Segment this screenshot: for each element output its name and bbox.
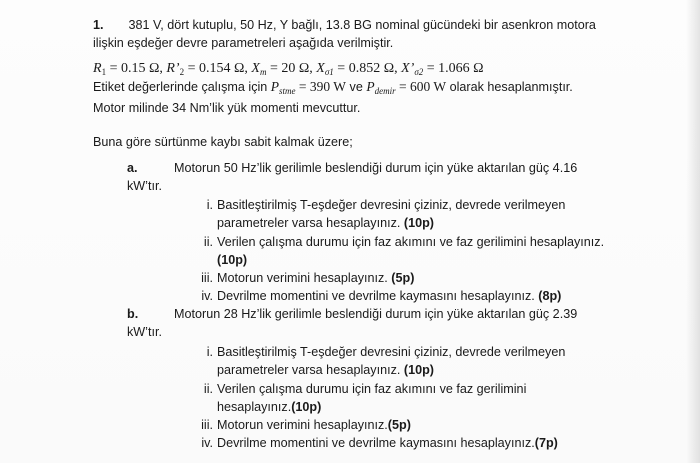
part-a-item-ii-numeral: ii. bbox=[203, 235, 213, 249]
part-a-line-1: Motorun 50 Hz’lik gerilimle beslendiği durum için yüke aktarılan güç 4.16 bbox=[174, 161, 578, 175]
part-b-item-i-line-2: parametreler varsa hesaplayınız. (10p) bbox=[217, 363, 434, 377]
part-b-line-2: kW’tır. bbox=[127, 325, 162, 339]
part-b-item-iii-line-1: Motorun verimini hesaplayınız.(5p) bbox=[217, 418, 411, 432]
points-badge: (10p) bbox=[403, 363, 434, 377]
part-b-item-ii-line-1: Verilen çalışma durumu için faz akımını ve faz gerilimini bbox=[217, 382, 527, 396]
part-a-item-iii-line-1: Motorun verimini hesaplayınız. (5p) bbox=[217, 271, 415, 285]
lead-in-line: Buna göre sürtünme kaybı sabit kalmak üzere; bbox=[93, 135, 353, 149]
part-a-item-i-numeral: i. bbox=[206, 198, 213, 212]
part-a-line-2: kW’tır. bbox=[127, 179, 162, 193]
part-a-label: a. bbox=[127, 161, 138, 175]
points-badge: (10p) bbox=[403, 216, 434, 230]
intro-line-2: ilişkin eşdeğer devre parametreleri aşağıda verilmiştir. bbox=[93, 36, 394, 50]
part-b-item-iv-numeral: iv. bbox=[201, 436, 213, 450]
part-b-item-ii-line-2: hesaplayınız.(10p) bbox=[217, 400, 322, 414]
part-b-item-iii-numeral: iii. bbox=[201, 418, 213, 432]
points-badge: (10p) bbox=[291, 400, 322, 414]
page-edge-shadow bbox=[686, 0, 700, 463]
question-header bbox=[93, 17, 596, 33]
load-torque-line: Motor milinde 34 Nm’lik yük momenti mevcuttur. bbox=[93, 101, 361, 115]
part-b-label: b. bbox=[127, 307, 139, 321]
part-a-item-i-line-2: parametreler varsa hesaplayınız. (10p) bbox=[217, 216, 434, 230]
equivalent-circuit-params: $R_1 = 0.15$ Ω, $R’_2 = 0.154$ Ω, $X_m = 20$ Ω, $X_{\sigma 1} = 0.852$ Ω, $X’_{\sigma 2} = 1.066$ Ω bbox=[93, 61, 484, 77]
points-badge: (10p) bbox=[217, 253, 248, 267]
part-a-item-iv-numeral: iv. bbox=[201, 289, 213, 303]
part-b-item-ii-numeral: ii. bbox=[203, 382, 213, 396]
part-a-item-iii-numeral: iii. bbox=[201, 271, 213, 285]
part-b-item-iv-line-1: Devrilme momentini ve devrilme kaymasını hesaplayınız.(7p) bbox=[217, 436, 558, 450]
points-badge: (5p) bbox=[391, 271, 415, 285]
part-b-line-1: Motorun 28 Hz’lik gerilimle beslendiği durum için yüke aktarılan güç 2.39 bbox=[174, 307, 578, 321]
points-badge: (5p) bbox=[387, 418, 411, 432]
part-b-item-i-line-1: Basitleştirilmiş T-eşdeğer devresini çiziniz, devrede verilmeyen bbox=[217, 345, 566, 359]
rating-line: Etiket değerlerinde çalışma için $P_{stme} = 390$ W ve $P_{demir} = 600$ W olarak hesaplanmıştır. bbox=[93, 79, 573, 96]
question-number: 1. bbox=[93, 18, 104, 32]
part-b-item-i-numeral: i. bbox=[206, 345, 213, 359]
part-a-item-i-line-1: Basitleştirilmiş T-eşdeğer devresini çiziniz, devrede verilmeyen bbox=[217, 198, 566, 212]
points-badge: (8p) bbox=[538, 289, 562, 303]
points-badge: (7p) bbox=[534, 436, 558, 450]
part-a-item-iv-line-1: Devrilme momentini ve devrilme kaymasını hesaplayınız. (8p) bbox=[217, 289, 562, 303]
part-a-item-ii-line-2 bbox=[217, 252, 247, 268]
part-a-item-ii-line-1: Verilen çalışma durumu için faz akımını ve faz gerilimini hesaplayınız. bbox=[217, 235, 605, 249]
intro-line-1: 381 V, dört kutuplu, 50 Hz, Y bağlı, 13.8 BG nominal gücündeki bir asenkron motora bbox=[128, 18, 596, 32]
